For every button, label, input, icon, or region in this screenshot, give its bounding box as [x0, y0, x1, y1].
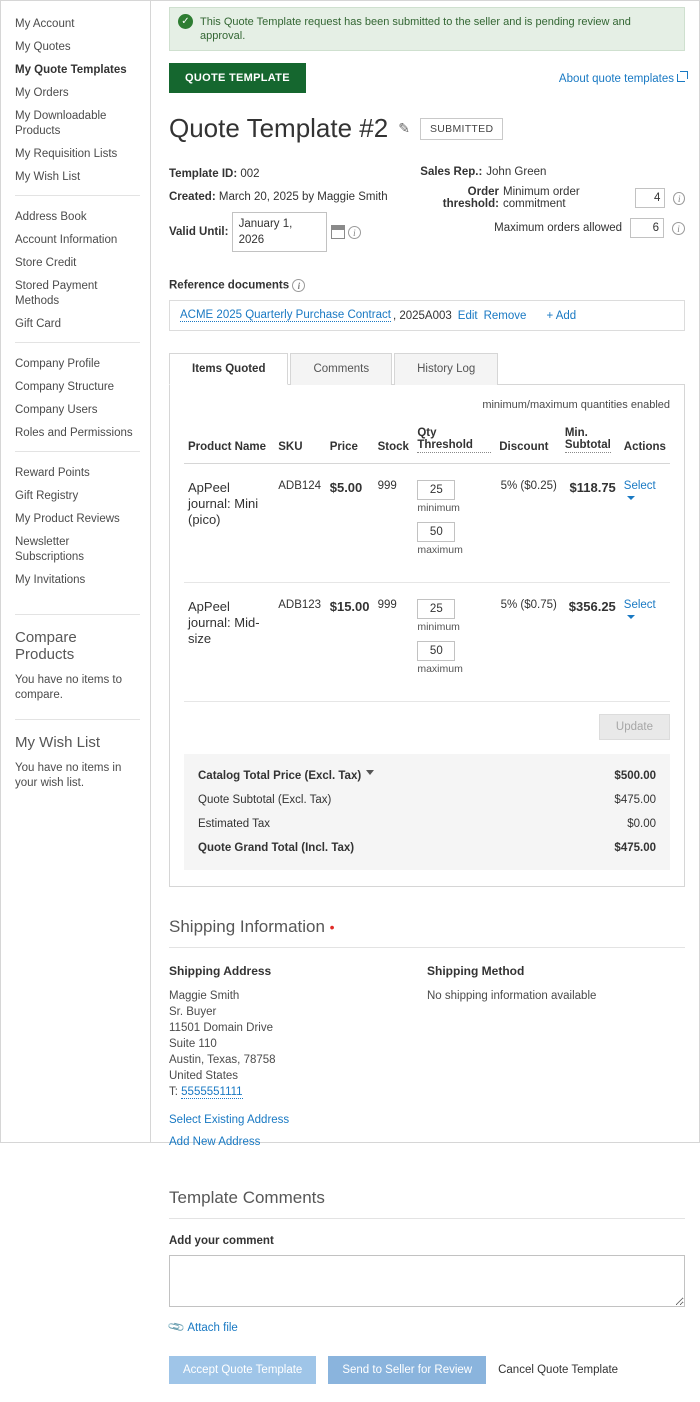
column-min-subtotal-line1: Min. — [564, 427, 588, 439]
calendar-icon[interactable] — [331, 225, 345, 239]
items-table-body — [184, 464, 670, 702]
compare-products-empty-text: You have no items to compare. — [15, 674, 122, 701]
total-label-tax: Estimated Tax — [198, 818, 271, 830]
wish-list-title: My Wish List — [15, 734, 101, 751]
row-max-qty-input[interactable]: 50 — [417, 522, 455, 542]
row-max-qty-label: maximum — [417, 663, 463, 675]
shipping-address — [169, 988, 427, 1100]
row-max-qty-input[interactable]: 50 — [417, 641, 455, 661]
row-stock: 999 — [374, 464, 414, 583]
reference-documents-section — [169, 279, 685, 331]
compare-products-title: Compare Products — [15, 629, 77, 663]
total-value-subtotal: $475.00 — [614, 794, 656, 806]
wish-list-empty-text: You have no items in your wish list. — [15, 762, 122, 789]
sidebar-item-my-orders[interactable]: My Orders — [15, 87, 69, 99]
shipping-information-heading-text: Shipping Information — [169, 917, 325, 936]
sidebar-item-reward-points[interactable]: Reward Points — [15, 467, 90, 479]
sidebar-item-my-requisition-lists[interactable]: My Requisition Lists — [15, 148, 118, 160]
items-table — [184, 421, 670, 702]
cancel-quote-template-link[interactable]: Cancel Quote Template — [498, 1364, 619, 1376]
meta-section — [169, 166, 685, 259]
items-table-head — [184, 421, 670, 464]
total-value-grand: $475.00 — [614, 842, 656, 854]
update-row — [184, 702, 670, 740]
shipping-section — [169, 964, 685, 1158]
address-line-6: United States — [169, 1070, 239, 1082]
row-min-subtotal: $356.25 — [561, 583, 620, 702]
pencil-icon[interactable]: ✎ — [398, 120, 410, 136]
order-threshold-row — [420, 186, 685, 210]
row-actions — [620, 464, 670, 583]
shipping-method-text: No shipping information available — [427, 990, 597, 1002]
address-line-5: Austin, Texas, 78758 — [169, 1054, 276, 1066]
row-min-qty-input[interactable]: 25 — [417, 480, 455, 500]
tab-items-quoted[interactable]: Items Quoted — [169, 353, 288, 385]
sidebar-group-company — [15, 342, 140, 451]
paperclip-icon: 📎 — [167, 1318, 187, 1337]
sidebar-item-company-profile[interactable]: Company Profile — [15, 358, 101, 370]
phone-label: T: — [169, 1086, 178, 1098]
attach-file-link[interactable] — [167, 1318, 685, 1337]
table-row — [184, 464, 670, 583]
template-comments-heading: Template Comments — [169, 1188, 685, 1219]
row-sku: ADB123 — [274, 583, 325, 702]
total-value-tax: $0.00 — [627, 818, 656, 830]
sidebar-item-gift-card[interactable]: Gift Card — [15, 318, 62, 330]
row-sku: ADB124 — [274, 464, 325, 583]
send-to-seller-button[interactable]: Send to Seller for Review — [328, 1356, 486, 1384]
sidebar-item-roles-and-permissions[interactable]: Roles and Permissions — [15, 427, 133, 439]
sidebar-item-my-account[interactable]: My Account — [15, 18, 75, 30]
shipping-address-column — [169, 964, 427, 1158]
reference-document-name[interactable]: ACME 2025 Quarterly Purchase Contract — [180, 309, 391, 321]
max-orders-info-icon[interactable]: i — [672, 222, 685, 235]
attach-file-label: Attach file — [187, 1322, 238, 1334]
row-min-subtotal: $118.75 — [561, 464, 620, 583]
created-value: March 20, 2025 by Maggie Smith — [218, 191, 388, 203]
row-min-qty-input[interactable]: 25 — [417, 599, 455, 619]
sidebar-group-settings — [15, 195, 140, 342]
address-line-4: Suite 110 — [169, 1038, 217, 1050]
row-discount: 5% ($0.75) — [495, 583, 561, 702]
success-message-text: This Quote Template request has been submitted to the seller and is pending review and approval. — [200, 16, 631, 42]
toolbar — [169, 63, 685, 93]
comment-form — [167, 1235, 685, 1337]
address-line-2: Sr. Buyer — [169, 1006, 217, 1018]
order-threshold-sublabel: Minimum order commitment — [503, 186, 580, 210]
sidebar-item-my-quotes[interactable]: My Quotes — [15, 41, 71, 53]
max-orders-row — [420, 218, 685, 238]
comment-label: Add your comment — [169, 1235, 274, 1247]
order-threshold-input[interactable]: 4 — [635, 188, 666, 208]
template-id-row — [169, 166, 420, 182]
chevron-down-icon — [627, 496, 635, 500]
column-min-subtotal-line2: Subtotal — [564, 439, 611, 451]
template-id-value: 002 — [240, 168, 260, 180]
row-min-qty-label: minimum — [417, 502, 460, 514]
row-price: $5.00 — [326, 464, 374, 583]
sidebar-item-my-product-reviews[interactable]: My Product Reviews — [15, 513, 120, 525]
sidebar-item-newsletter-subscriptions[interactable]: Newsletter Subscriptions — [15, 536, 85, 563]
sales-rep-row — [420, 166, 685, 178]
reference-document-edit-link[interactable]: Edit — [457, 309, 478, 322]
tab-history-log[interactable]: History Log — [394, 353, 498, 385]
row-stock: 999 — [374, 583, 414, 702]
update-button[interactable]: Update — [599, 714, 670, 740]
add-new-address-link[interactable]: Add New Address — [169, 1136, 261, 1148]
sidebar-item-address-book[interactable]: Address Book — [15, 211, 87, 223]
footer-actions — [169, 1356, 685, 1402]
wish-list-block — [15, 719, 140, 791]
tabs — [169, 353, 685, 385]
about-quote-templates-link-wrap — [559, 71, 685, 85]
sidebar — [1, 1, 151, 1142]
total-label-catalog: Catalog Total Price (Excl. Tax) — [198, 770, 362, 782]
success-message — [169, 7, 685, 51]
reference-document-id: , 2025A003 — [392, 309, 452, 322]
row-max-qty-label: maximum — [417, 544, 463, 556]
sidebar-item-company-users[interactable]: Company Users — [15, 404, 98, 416]
order-threshold-label: Order threshold: — [442, 186, 499, 210]
row-qty-threshold — [413, 583, 495, 702]
sales-rep-value: John Green — [486, 166, 547, 178]
reference-documents-heading-text: Reference documents — [169, 279, 290, 292]
sidebar-item-gift-registry[interactable]: Gift Registry — [15, 490, 79, 502]
total-row-grand — [198, 836, 656, 860]
chevron-down-icon[interactable] — [366, 770, 374, 782]
meta-right — [420, 166, 685, 259]
sales-rep-label: Sales Rep.: — [420, 166, 483, 178]
row-select-action[interactable]: Select — [623, 599, 656, 611]
items-quoted-panel — [169, 384, 685, 887]
meta-left — [169, 166, 420, 259]
chevron-down-icon — [627, 615, 635, 619]
total-row-catalog — [198, 764, 656, 788]
required-indicator: • — [329, 919, 335, 935]
column-product-name: Product Name — [184, 421, 274, 464]
about-quote-templates-link[interactable]: About quote templates — [558, 73, 674, 85]
address-phone — [169, 1084, 427, 1100]
totals-block — [184, 754, 670, 870]
shipping-address-links — [169, 1114, 427, 1148]
sidebar-group-other — [15, 451, 140, 598]
sidebar-item-stored-payment-methods[interactable]: Stored Payment Methods — [15, 280, 98, 307]
sidebar-item-store-credit[interactable]: Store Credit — [15, 257, 77, 269]
reference-document-row — [169, 300, 685, 331]
reference-documents-info-icon[interactable]: i — [292, 279, 305, 292]
row-discount: 5% ($0.25) — [495, 464, 561, 583]
select-existing-address-link[interactable]: Select Existing Address — [169, 1114, 290, 1126]
column-min-subtotal — [561, 421, 620, 464]
sidebar-item-my-downloadable-products[interactable]: My Downloadable Products — [15, 110, 107, 137]
compare-products-block — [15, 614, 140, 703]
check-icon: ✓ — [178, 14, 193, 29]
page-title — [169, 113, 685, 144]
max-orders-label: Maximum orders allowed — [494, 222, 622, 234]
shipping-method-column — [427, 964, 685, 1158]
reference-document-remove-link[interactable]: Remove — [483, 309, 527, 322]
total-label-grand: Quote Grand Total (Incl. Tax) — [198, 842, 355, 854]
shipping-information-heading — [169, 917, 685, 948]
sidebar-item-account-information[interactable]: Account Information — [15, 234, 118, 246]
row-qty-threshold — [413, 464, 495, 583]
status-badge: SUBMITTED — [420, 118, 503, 140]
page-title-text: Quote Template #2 — [169, 113, 389, 143]
valid-until-info-icon[interactable]: i — [348, 226, 361, 239]
column-qty-threshold-text: Qty Threshold — [417, 427, 491, 453]
sidebar-item-company-structure[interactable]: Company Structure — [15, 381, 115, 393]
row-actions — [620, 583, 670, 702]
row-price: $15.00 — [326, 583, 374, 702]
column-qty-threshold — [413, 421, 495, 464]
row-select-action[interactable]: Select — [623, 480, 656, 492]
column-actions: Actions — [620, 421, 670, 464]
minmax-note: minimum/maximum quantities enabled — [482, 399, 670, 411]
table-row — [184, 583, 670, 702]
quote-template-button[interactable]: QUOTE TEMPLATE — [169, 63, 306, 93]
address-line-3: 11501 Domain Drive — [169, 1022, 273, 1034]
valid-until-input[interactable]: January 1, 2026 — [232, 212, 327, 252]
address-line-1: Maggie Smith — [169, 990, 240, 1002]
sidebar-item-my-wish-list[interactable]: My Wish List — [15, 171, 81, 183]
reference-document-add-link[interactable]: + Add — [546, 309, 577, 322]
tab-comments[interactable]: Comments — [290, 353, 392, 385]
row-product-name: ApPeel journal: Mini (pico) — [184, 464, 274, 583]
template-id-label: Template ID: — [169, 168, 238, 180]
accept-quote-template-button[interactable]: Accept Quote Template — [169, 1356, 316, 1384]
column-stock: Stock — [374, 421, 414, 464]
valid-until-row — [169, 212, 420, 252]
items-table-header-row — [184, 421, 670, 464]
reference-documents-heading — [169, 279, 685, 292]
total-value-catalog: $500.00 — [614, 770, 656, 782]
column-price: Price — [326, 421, 374, 464]
main-content — [151, 1, 699, 1376]
total-label-subtotal: Quote Subtotal (Excl. Tax) — [198, 794, 332, 806]
shipping-address-title: Shipping Address — [169, 964, 272, 978]
max-orders-input[interactable]: 6 — [630, 218, 664, 238]
sidebar-group-account — [15, 13, 140, 195]
created-row — [169, 189, 420, 205]
phone-link[interactable]: 5555551111 — [181, 1086, 243, 1098]
total-row-tax — [198, 812, 656, 836]
column-discount: Discount — [495, 421, 561, 464]
column-sku: SKU — [274, 421, 325, 464]
created-label: Created: — [169, 191, 216, 203]
sidebar-item-my-invitations[interactable]: My Invitations — [15, 574, 86, 586]
shipping-method-title: Shipping Method — [427, 964, 525, 978]
sidebar-item-my-quote-templates[interactable]: My Quote Templates — [15, 64, 127, 76]
valid-until-label: Valid Until: — [169, 226, 229, 239]
order-threshold-info-icon[interactable]: i — [673, 192, 685, 205]
comment-textarea[interactable] — [169, 1255, 685, 1307]
row-product-name: ApPeel journal: Mid-size — [184, 583, 274, 702]
external-link-icon — [677, 74, 685, 82]
total-row-subtotal — [198, 788, 656, 812]
row-min-qty-label: minimum — [417, 621, 460, 633]
